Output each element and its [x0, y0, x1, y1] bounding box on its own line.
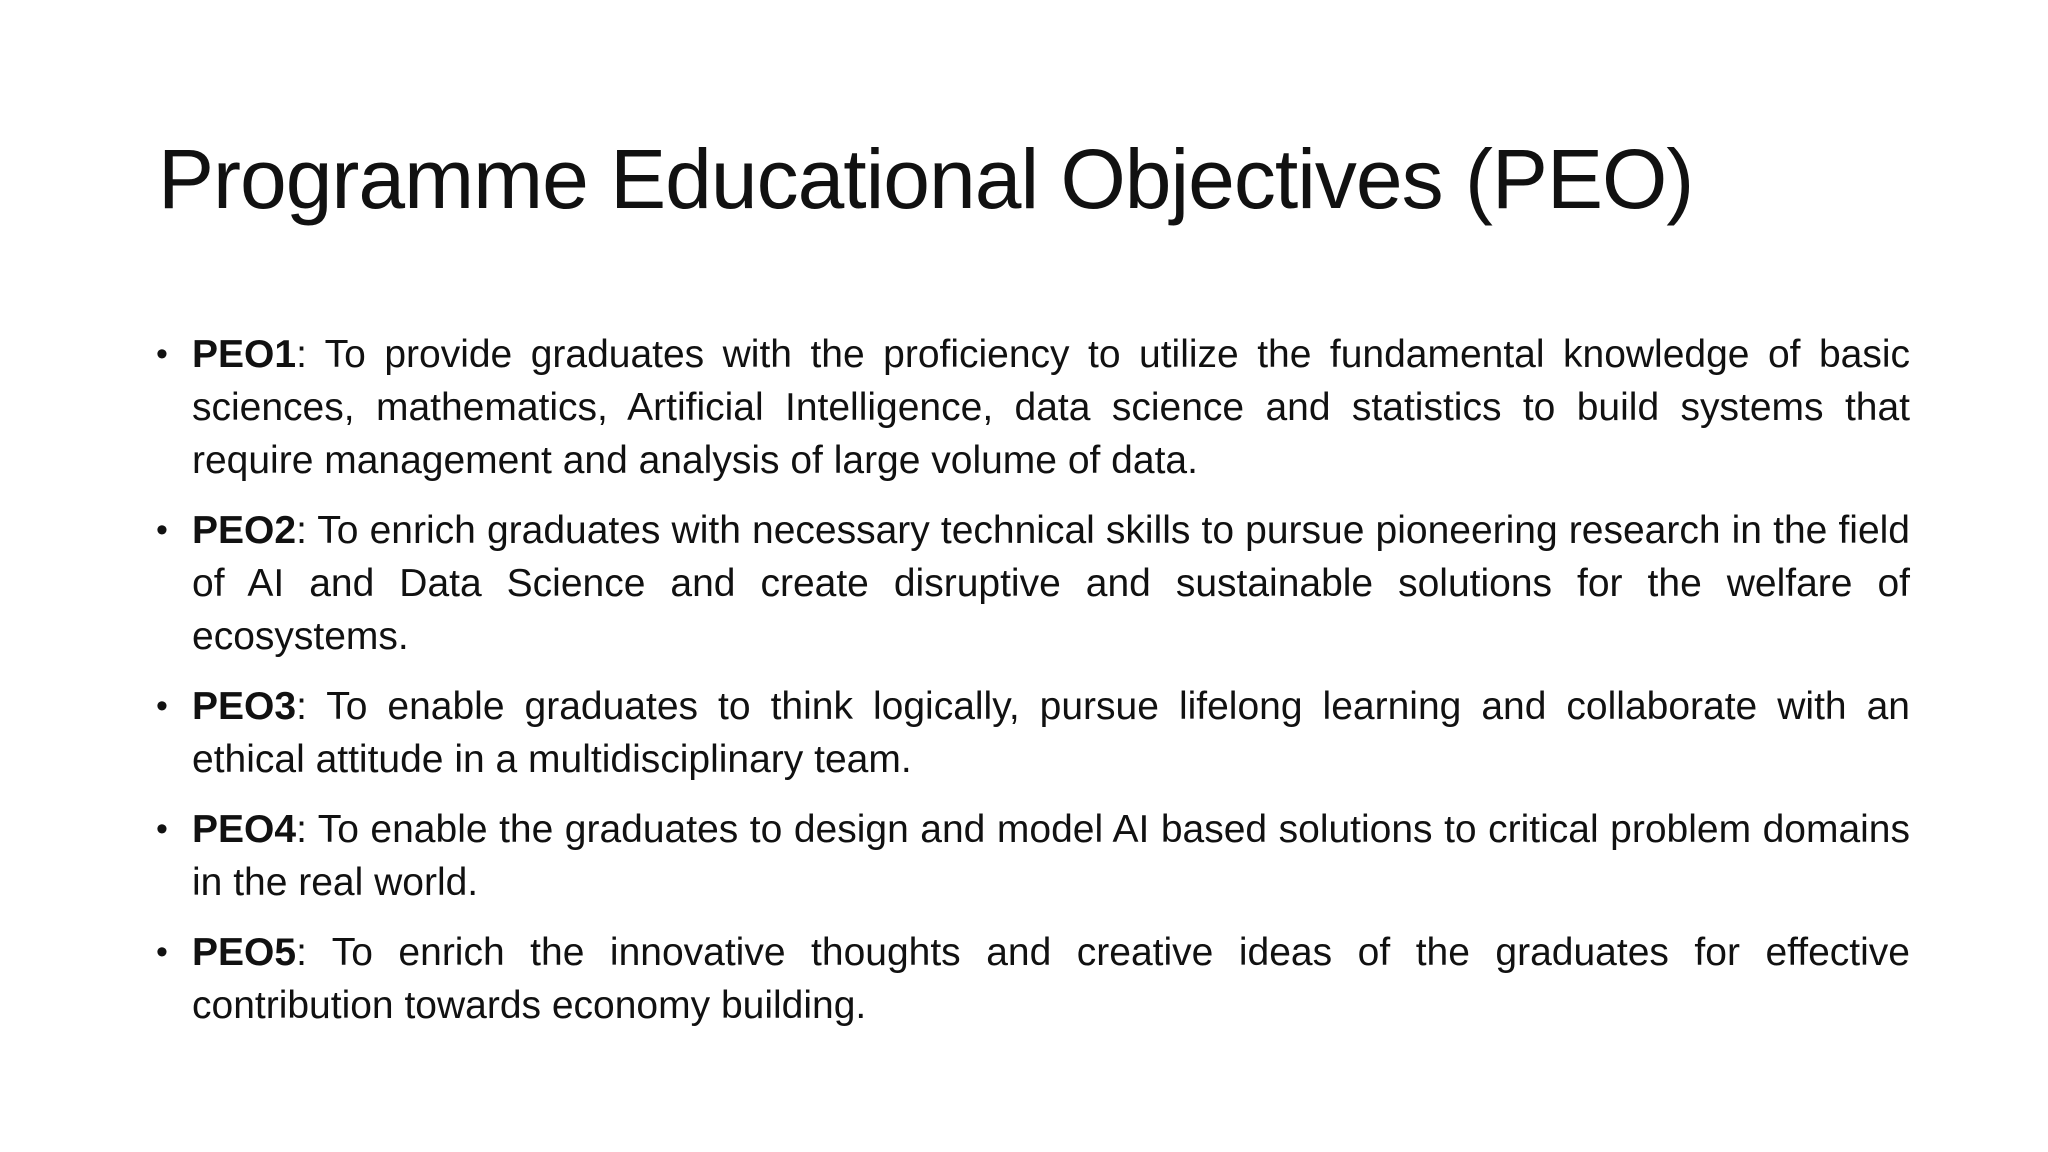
objective-peo1 — [150, 328, 1910, 487]
objective-text: : To enable graduates to think logically, pursue lifelong learning and collaborate with an ethical attitude in a multidisciplinary team. — [192, 685, 1910, 781]
slide-title: Programme Educational Objectives (PEO) — [158, 132, 1694, 226]
objective-text: : To provide graduates with the proficiency to utilize the fundamental knowledge of basic sciences, mathematics, Artificial Intelligence, data science and statistics to build systems that require management and analysis of large volume of data. — [192, 333, 1910, 482]
bullet-icon: • — [156, 810, 168, 848]
bullet-icon: • — [156, 687, 168, 725]
objective-peo3 — [150, 680, 1910, 786]
objective-label: PEO3 — [192, 685, 297, 728]
objective-text: : To enable the graduates to design and model AI based solutions to critical problem domains in the real world. — [192, 808, 1910, 904]
objective-peo4 — [150, 803, 1910, 909]
bullet-icon: • — [156, 511, 168, 549]
objectives-list — [150, 328, 1910, 1049]
objective-label: PEO2 — [192, 509, 297, 552]
objective-text: : To enrich the innovative thoughts and creative ideas of the graduates for effective contribution towards economy building. — [192, 931, 1910, 1027]
bullet-icon: • — [156, 933, 168, 971]
objective-peo2 — [150, 504, 1910, 663]
bullet-icon: • — [156, 335, 168, 373]
objective-text: : To enrich graduates with necessary technical skills to pursue pioneering research in the field of AI and Data Science and create disruptive and sustainable solutions for the welfare of ecosystems. — [192, 509, 1910, 658]
objective-peo5 — [150, 926, 1910, 1032]
objective-label: PEO1 — [192, 333, 297, 376]
objective-label: PEO5 — [192, 931, 297, 974]
objective-label: PEO4 — [192, 808, 297, 851]
